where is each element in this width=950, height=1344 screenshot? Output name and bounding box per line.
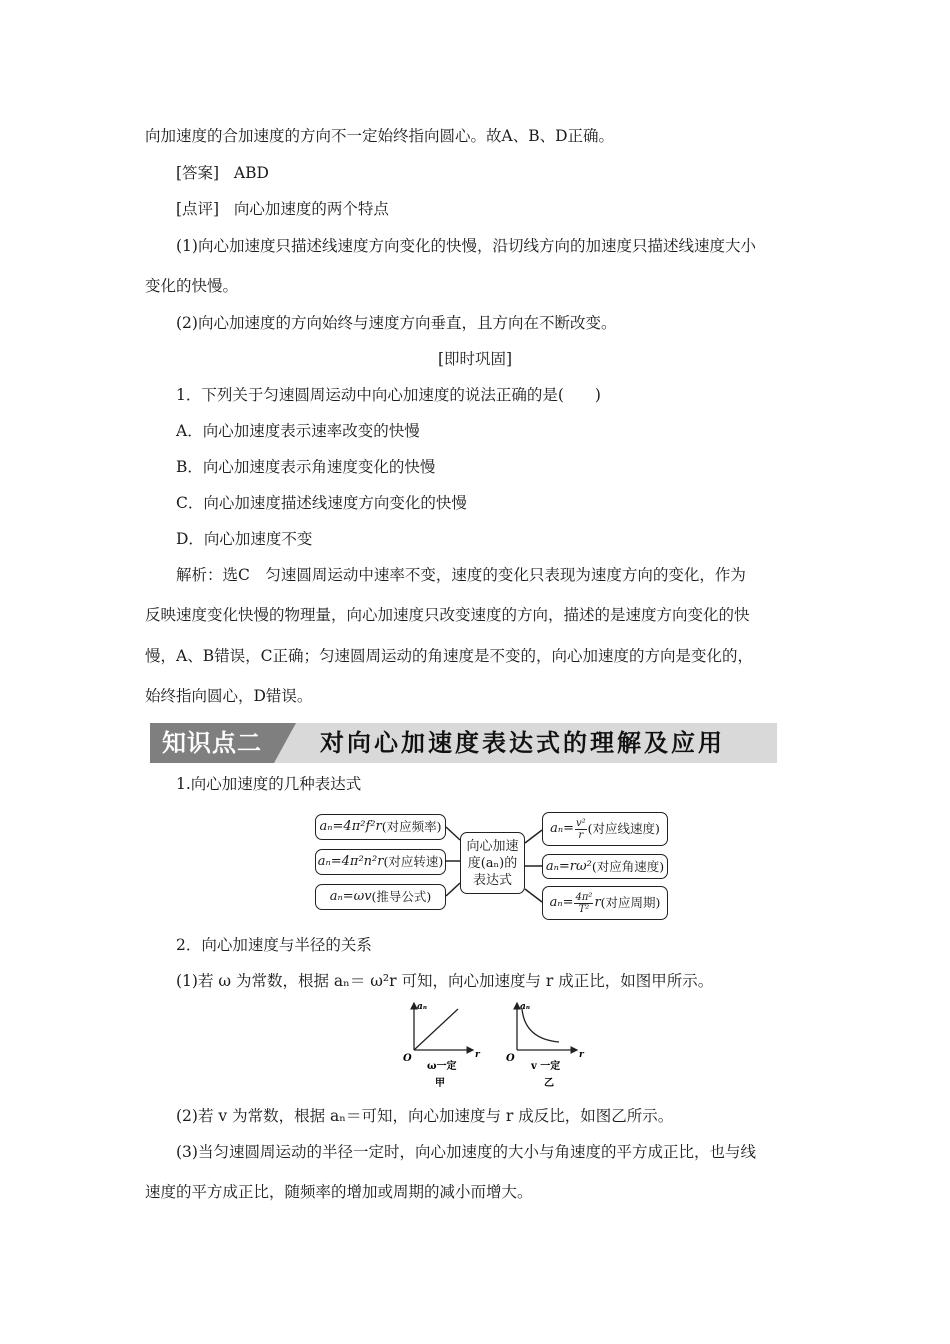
- banner-slant: [274, 723, 296, 763]
- center-line: 向心加速: [466, 838, 519, 854]
- text-line: 向加速度的合加速度的方向不一定始终指向圆心。故A、B、D正确。: [145, 127, 615, 145]
- formula-note: (对应频率): [381, 819, 442, 834]
- text-line: (2)若 v 为常数，根据 aₙ＝可知，向心加速度与 r 成反比，如图乙所示。: [176, 1107, 674, 1125]
- graph2-condition: v 一定: [531, 1061, 561, 1072]
- graph2-x-label: r: [579, 1050, 584, 1060]
- explanation-line: 始终指向圆心，D错误。: [145, 687, 313, 705]
- formula: r: [594, 895, 601, 910]
- graph1-line: [414, 1009, 458, 1050]
- text-line: (1)若 ω 为常数，根据 aₙ＝ ω²r 可知，向心加速度与 r 成正比，如图甲所示。: [176, 972, 714, 990]
- formula-box-linear-velocity: [542, 812, 668, 846]
- formula: aₙ=: [550, 821, 574, 836]
- formula: aₙ=rω²: [545, 858, 592, 874]
- formula-center-box: [460, 832, 525, 894]
- graph2-curve: [522, 1009, 559, 1042]
- formula-note: (对应周期): [600, 895, 661, 910]
- review-label: [点评]: [176, 200, 220, 218]
- text-line: (3)当匀速圆周运动的半径一定时，向心加速度的大小与角速度的平方成正比，也与线: [176, 1143, 756, 1161]
- text-line: 速度的平方成正比，随频率的增加或周期的减小而增大。: [145, 1183, 533, 1201]
- denominator: T²: [578, 903, 590, 915]
- explanation-line: 慢，A、B错误，C正确；匀速圆周运动的角速度是不变的，向心加速度的方向是变化的，: [145, 647, 753, 665]
- graph2-name: 乙: [544, 1078, 554, 1089]
- center-line: 度(aₙ)的: [467, 855, 518, 871]
- formula-note: (推导公式): [371, 889, 432, 904]
- formula-box-period: [542, 886, 668, 920]
- text-line: (2)向心加速度的方向始终与速度方向垂直，且方向在不断改变。: [176, 314, 617, 332]
- formula: aₙ=4π²n²r: [317, 854, 384, 869]
- formula-box-rotation: [315, 849, 446, 875]
- formula: aₙ=4π²f²r: [319, 819, 382, 834]
- text-line: 2．向心加速度与半径的关系: [176, 936, 372, 954]
- formula-box-derived: [315, 884, 446, 910]
- formula-box-angular-velocity: [542, 854, 668, 879]
- formula: aₙ=ωv: [329, 889, 372, 904]
- graph2-origin: O: [506, 1053, 515, 1064]
- graph1-condition: ω一定: [427, 1061, 457, 1072]
- numerator: v²: [575, 817, 586, 829]
- explanation-line: 反映速度变化快慢的物理量，向心加速度只改变速度的方向，描述的是速度方向变化的快: [145, 606, 750, 624]
- review-line: [176, 199, 389, 219]
- review-title: 向心加速度的两个特点: [233, 200, 389, 218]
- explanation-line: 解析：选C 匀速圆周运动中速率不变，速度的变化只表现为速度方向的变化，作为: [176, 566, 746, 584]
- text-line: 1.向心加速度的几种表达式: [176, 775, 362, 793]
- knowledge-banner: [150, 723, 777, 763]
- option-d: D．向心加速度不变: [176, 530, 313, 548]
- formula-box-frequency: [315, 814, 446, 840]
- graph1-name: 甲: [435, 1078, 445, 1089]
- numerator: 4π²: [575, 891, 593, 903]
- denominator: r: [578, 829, 584, 841]
- option-c: C．向心加速度描述线速度方向变化的快慢: [176, 494, 467, 512]
- question: 1．下列关于匀速圆周运动中向心加速度的说法正确的是( ): [176, 386, 601, 404]
- formula: aₙ=: [549, 895, 574, 910]
- formula-note: (对应线速度): [587, 821, 660, 836]
- graph1-x-label: r: [475, 1050, 480, 1060]
- section-heading: [即时巩固]: [437, 350, 513, 368]
- option-b: B．向心加速度表示角速度变化的快慢: [176, 458, 436, 476]
- graph1-origin: O: [403, 1053, 412, 1064]
- fraction: [575, 818, 587, 841]
- graph2-y-label: aₙ: [520, 1002, 530, 1012]
- answer-line: [176, 163, 269, 183]
- formula-note: (对应角速度): [591, 858, 665, 874]
- fraction: [574, 892, 593, 915]
- option-a: A．向心加速度表示速率改变的快慢: [176, 422, 420, 440]
- graph1-y-label: aₙ: [417, 1002, 427, 1012]
- text-line: (1)向心加速度只描述线速度方向变化的快慢，沿切线方向的加速度只描述线速度大小: [176, 237, 756, 255]
- answer-value: ABD: [233, 164, 269, 182]
- formula-note: (对应转速): [383, 854, 444, 869]
- center-line: 表达式: [472, 872, 512, 888]
- text-line: 变化的快慢。: [145, 277, 239, 295]
- answer-label: [答案]: [176, 164, 220, 182]
- radius-graphs: [395, 995, 595, 1090]
- banner-title: 对向心加速度表达式的理解及应用: [320, 729, 725, 757]
- banner-tag: 知识点二: [150, 723, 274, 763]
